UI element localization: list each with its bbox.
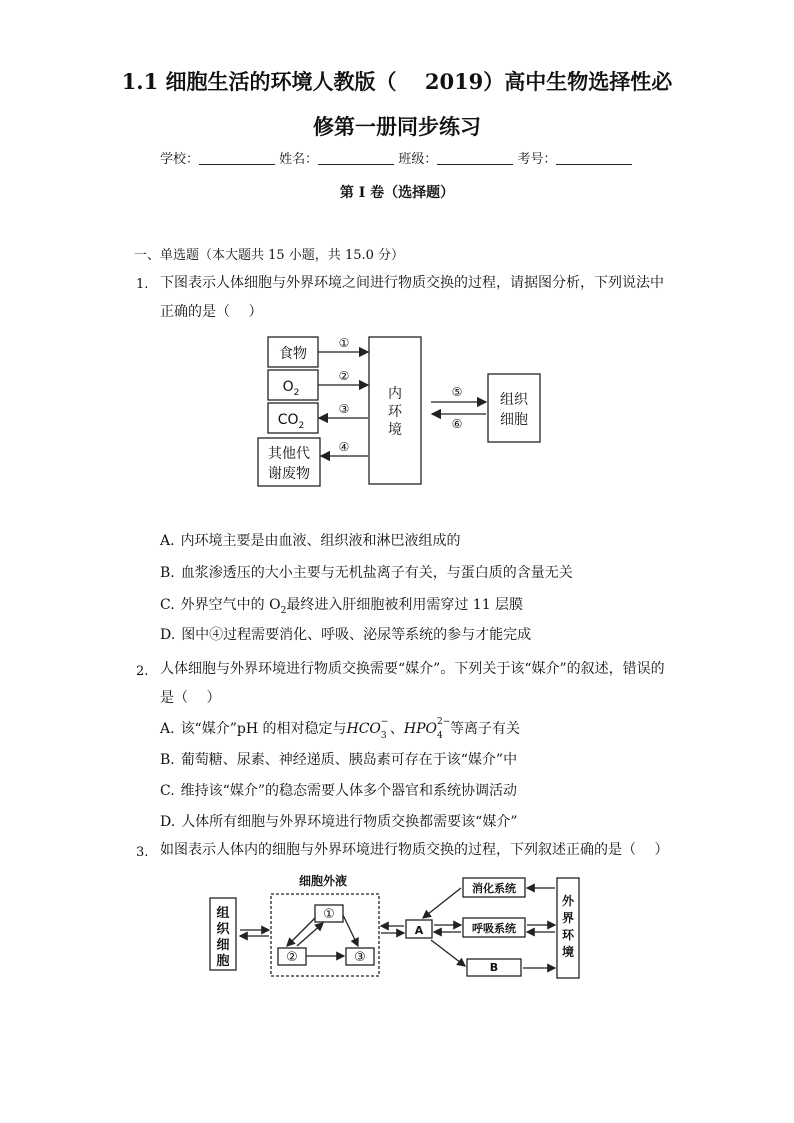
- exam-number-blank[interactable]: [556, 152, 632, 165]
- node-a-label: A: [414, 924, 424, 937]
- svg-text:O2: [283, 379, 300, 398]
- food-label: 食物: [279, 346, 307, 362]
- arrow-3-label: ③: [338, 402, 350, 416]
- node-b-label: B: [489, 961, 499, 974]
- school-label: 学校：: [160, 152, 200, 167]
- q1-option-b[interactable]: B. 血浆渗透压的大小主要与无机盐离子有关，与蛋白质的含量无关: [160, 565, 573, 581]
- question-2-text: 人体细胞与外界环境进行物质交换需要“媒介”。下列关于该“媒介”的叙述，错误的是（ ）: [160, 661, 665, 706]
- q1-option-a[interactable]: A. 内环境主要是由血液、组织液和淋巴液组成的: [160, 533, 461, 549]
- tissue-cell-char-1: 组: [216, 906, 230, 921]
- co2-subscript: 2: [298, 421, 305, 431]
- digestive-system-label: 消化系统: [472, 882, 516, 895]
- tissue-cell-char-2: 织: [216, 922, 230, 937]
- internal-env-char-1: 内: [388, 386, 402, 402]
- doc-title-line-2: 修第一册同步练习: [313, 114, 481, 139]
- extracellular-fluid-label: 细胞外液: [298, 874, 348, 888]
- class-blank[interactable]: [437, 152, 513, 165]
- svg-text:CO2: [278, 412, 305, 431]
- question-2-number: 2.: [136, 664, 149, 679]
- question-1-text: 下图表示人体细胞与外界环境之间进行物质交换的过程，请据图分析，下列说法中正确的是（ ）: [160, 275, 664, 320]
- external-env-char-1: 外: [561, 894, 575, 908]
- other-waste-label-1: 其他代: [268, 446, 310, 462]
- tissue-cell-box: [488, 374, 540, 442]
- question-1-number: 1.: [136, 277, 149, 292]
- arrow-4-label: ④: [338, 440, 350, 454]
- q2-option-a[interactable]: A. 该“媒介”pH 的相对稳定与HCO − 3 、HPO 2− 4 等离子有关: [160, 717, 521, 741]
- tissue-cell-char-3: 细: [216, 938, 230, 953]
- other-waste-label-2: 谢废物: [268, 466, 310, 482]
- volume-heading: 第 I 卷（选择题）: [339, 185, 455, 201]
- oxygen-subscript: 2: [293, 388, 300, 398]
- internal-env-char-3: 境: [388, 422, 402, 438]
- q2-option-d[interactable]: D. 人体所有细胞与外界环境进行物质交换都需要该“媒介”: [160, 814, 518, 830]
- co2-label: CO: [277, 412, 299, 428]
- arrow-5-label: ⑤: [451, 385, 463, 399]
- node-2-label: ②: [286, 950, 298, 965]
- tissue-cell-label-2: 细胞: [500, 412, 528, 428]
- exam-number-label: 考号：: [517, 152, 557, 167]
- tissue-cell-char-4: 胞: [216, 954, 230, 969]
- external-env-char-4: 境: [561, 945, 575, 959]
- name-label: 姓名：: [279, 152, 319, 167]
- question-1-diagram: [250, 332, 550, 492]
- q2-option-b[interactable]: B. 葡萄糖、尿素、神经递质、胰岛素可存在于该“媒介”中: [160, 752, 518, 768]
- arrow-6-label: ⑥: [451, 417, 463, 431]
- section-heading: 一、单选题（本大题共 15 小题，共 15.0 分）: [134, 248, 405, 263]
- question-3-diagram: [205, 870, 590, 985]
- respiratory-system-label: 呼吸系统: [472, 922, 516, 935]
- class-label: 班级：: [398, 152, 438, 167]
- school-blank[interactable]: [199, 152, 275, 165]
- oxygen-label: O: [282, 379, 294, 395]
- q1-option-d[interactable]: D. 图中④过程需要消化、呼吸、泌尿等系统的参与才能完成: [160, 627, 532, 643]
- q1-option-c[interactable]: C. 外界空气中的 $O_2$最终进入肝细胞被利用需穿过 11 层膜: [160, 597, 524, 616]
- internal-env-char-2: 环: [388, 404, 402, 420]
- node-3-label: ③: [354, 950, 366, 965]
- external-env-char-2: 界: [561, 911, 575, 925]
- q2-option-c[interactable]: C. 维持该“媒介”的稳态需要人体多个器官和系统协调活动: [160, 783, 517, 799]
- question-3-text: 如图表示人体内的细胞与外界环境进行物质交换的过程，下列叙述正确的是（ ）: [160, 842, 669, 858]
- arrow-2-label: ②: [338, 369, 350, 383]
- node-1-label: ①: [323, 907, 335, 922]
- student-info-line: [160, 148, 632, 167]
- question-3-number: 3.: [136, 845, 149, 860]
- external-env-char-3: 环: [561, 928, 575, 942]
- tissue-cell-label-1: 组织: [500, 392, 528, 408]
- name-blank[interactable]: [318, 152, 394, 165]
- arrow-1-label: ①: [338, 336, 350, 350]
- doc-title-line-1: 1.1 细胞生活的环境人教版（ 2019）高中生物选择性必: [121, 69, 673, 94]
